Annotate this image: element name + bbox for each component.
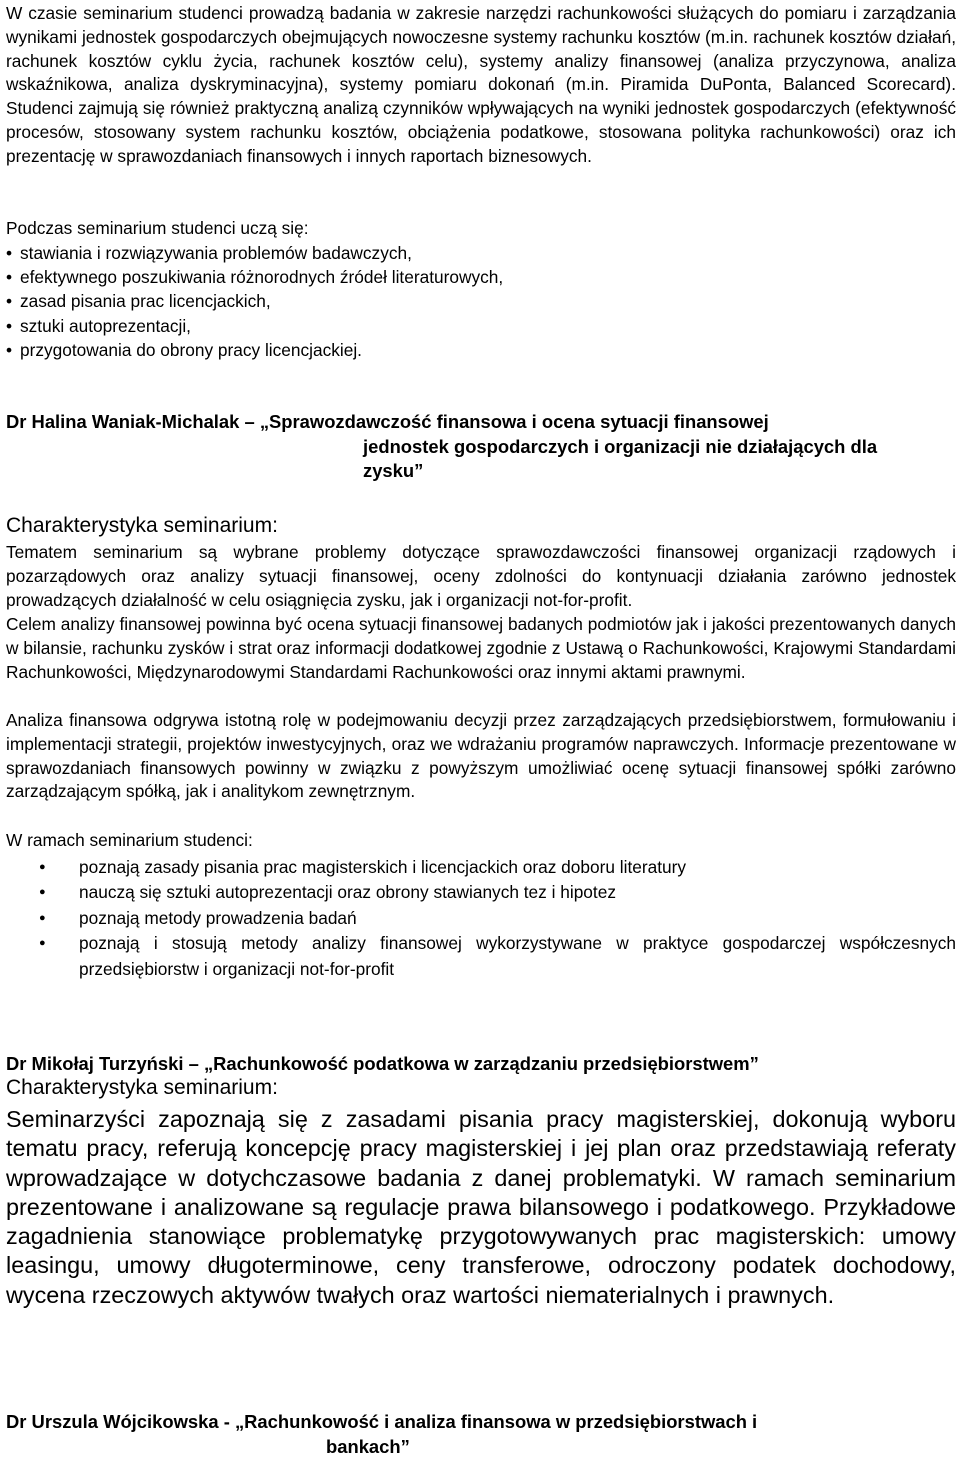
seminar-title-cont: bankach” [6, 1435, 956, 1459]
paragraph: Seminarzyści zapoznają się z zasadami pisania pracy magisterskiej, dokonują wyboru tematu pracy, referują koncepcję pracy magisterskiej i jej plan oraz przedstawiają referaty wprowadzające w dotychczasowe badania z danej problematyki. W ramach seminarium prezentowane i analizowane są regulacje prawa bilansowego i podatkowego. Przykładowe zagadnienia stanowiące problematykę przygotowywanych prac magisterskich: umowy leasingu, umowy długoterminowe, ceny transferowe, odroczony podatek dochodowy, wycena rzeczowych aktywów twałych oraz wartości niematerialnych i prawnych. [6, 1105, 956, 1310]
list-item: • efektywnego poszukiwania różnorodnych źródeł literaturowych, [6, 265, 956, 289]
seminar-title-cont: jednostek gospodarczych i organizacji nie działających dla [6, 435, 956, 460]
paragraph: Tematem seminarium są wybrane problemy dotyczące sprawozdawczości finansowej organizacji rządowych i pozarządowych oraz analizy sytuacji finansowej, oceny zdolności do kontynuacji działania zarówno jednostek prowadzących działalność w celu osiągnięcia zysku, jak i organizacji not-for-profit. [6, 541, 956, 612]
seminar-title: „Sprawozdawczość finansowa i ocena sytuacji finansowej [260, 411, 769, 432]
list-item: ● nauczą się sztuki autoprezentacji oraz obrony stawianych tez i hipotez [6, 880, 956, 905]
paragraph: Celem analizy finansowej powinna być ocena sytuacji finansowej badanych podmiotów jak i jakości prezentowanych danych w bilansie, rachunku zysków i strat oraz informacji dodatkowej zgodnie z Ustawą o Rachunkowości, Krajowymi Standardami Rachunkowości, Międzynarodowymi Standardami Rachunkowości oraz innymi aktami prawnymi. [6, 613, 956, 684]
list-item: ● poznają metody prowadzenia badań [6, 906, 956, 931]
seminar-title: „Rachunkowość podatkowa w zarządzaniu przedsiębiorstwem” [204, 1053, 759, 1074]
list-item: • stawiania i rozwiązywania problemów badawczych, [6, 241, 956, 265]
list-item: ● poznają i stosują metody analizy finansowej wykorzystywane w praktyce gospodarczej współczesnych przedsiębiorstw i organizacji not-for-profit [6, 931, 956, 982]
seminar-heading-turzynski [6, 1052, 956, 1077]
author-name: Dr Urszula Wójcikowska - [6, 1411, 235, 1432]
list-item: • przygotowania do obrony pracy licencjackiej. [6, 338, 956, 362]
intro-paragraph: W czasie seminarium studenci prowadzą badania w zakresie narzędzi rachunkowości służących do pomiaru i zarządzania wynikami jednostek gospodarczych obejmujących nowoczesne systemy rachunku kosztów (m.in. rachunek kosztów działań, rachunek kosztów cyklu życia, rachunek kosztów celu), systemy analizy finansowej (analiza przyczynowa, analiza wskaźnikowa, analiza dyskryminacyjna), systemy pomiaru dokonań (m.in. Piramida DuPonta, Balanced Scorecard). Studenci zajmują się również praktyczną analizą czynników wpływających na wyniki jednostek gospodarczych (efektywność procesów, stosowany system rachunku kosztów, obciążenia podatkowe, stosowana polityka rachunkowości) oraz ich prezentację w sprawozdaniach finansowych i innych raportach biznesowych. [6, 2, 956, 169]
author-name: Dr Mikołaj Turzyński – [6, 1053, 204, 1074]
seminar-heading-waniak [6, 410, 956, 484]
learn-list [6, 241, 956, 362]
author-name: Dr Halina Waniak-Michalak – [6, 411, 260, 432]
seminar-heading-wojcikowska [6, 1410, 956, 1459]
list-item: ● poznają zasady pisania prac magisterskich i licencjackich oraz doboru literatury [6, 855, 956, 880]
paragraph: Analiza finansowa odgrywa istotną rolę w podejmowaniu decyzji przez zarządzających przedsiębiorstwem, formułowaniu i implementacji strategii, projektów inwestycyjnych, oraz we wdrażaniu programów naprawczych. Informacje prezentowane w sprawozdaniach finansowych powinny w związku z powyższym umożliwiać ocenę sytuacji finansowej spółki zarówno zarządzającym spółką, jak i analitykom zewnętrznym. [6, 709, 956, 804]
list-intro: W ramach seminarium studenci: [6, 829, 956, 853]
seminar-title-cont: zysku” [6, 459, 956, 484]
list-item: • sztuki autoprezentacji, [6, 314, 956, 338]
learn-intro: Podczas seminarium studenci uczą się: [6, 217, 956, 241]
seminar-list [6, 855, 956, 982]
list-item: • zasad pisania prac licencjackich, [6, 289, 956, 313]
section-label: Charakterystyka seminarium: [6, 513, 278, 539]
section-label: Charakterystyka seminarium: [6, 1075, 278, 1101]
seminar-title: „Rachunkowość i analiza finansowa w przedsiębiorstwach i [235, 1411, 757, 1432]
